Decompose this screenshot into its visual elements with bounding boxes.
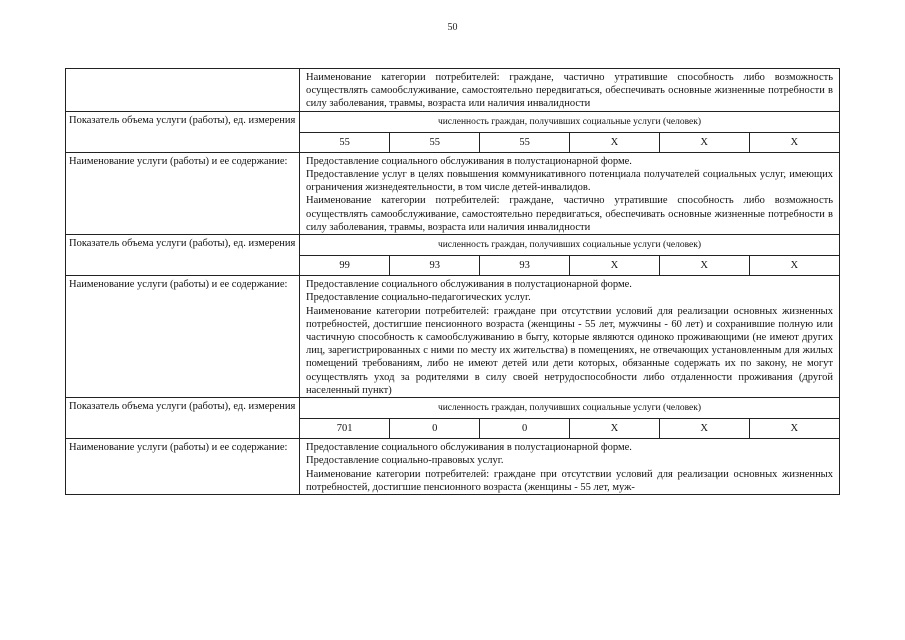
value-cell: X (659, 419, 749, 438)
page-number: 50 (447, 22, 458, 33)
metric-label: численность граждан, получивших социальные услуги (человек) (300, 235, 839, 256)
table-row (66, 235, 840, 276)
row-header: Показатель объема услуги (работы), ед. измерения (66, 111, 300, 152)
value-cell: 701 (300, 419, 390, 438)
value-cell: X (790, 260, 799, 272)
row-header: Наименование услуги (работы) и ее содержание: (66, 439, 300, 495)
description-line: Предоставление социального обслуживания в полустационарной форме. (306, 442, 632, 454)
table-row (66, 152, 840, 234)
table-row (66, 276, 840, 398)
value-cell: X (569, 256, 659, 275)
value-cell: 55 (390, 133, 480, 152)
row-header: Наименование услуги (работы) и ее содержание: (66, 276, 300, 398)
description-line: Наименование категории потребителей: граждане при отсутствии условий для реализации основных жизненных потребностей, достигшие пенсионного возраста (женщины - 55 лет, муж- (306, 468, 833, 493)
value-cell: 0 (390, 419, 480, 438)
description-line: Наименование категории потребителей: граждане, частично утратившие способность либо возможность осуществлять самообслуживание, самостоятельно передвигаться, обеспечивать основные жизненные потребности в силу заболевания, травмы, возраста или наличия инвалидности (306, 72, 833, 110)
metric-cell (300, 398, 840, 439)
description-line: Предоставление социально-правовых услуг. (306, 455, 504, 467)
value-cell: X (659, 133, 749, 152)
value-cell: 0 (480, 419, 570, 438)
description-line: Предоставление социального обслуживания в полустационарной форме. (306, 279, 632, 291)
service-description (300, 276, 840, 398)
value-cell: 55 (300, 133, 390, 152)
metric-values (300, 256, 839, 275)
value-cell: X (569, 419, 659, 438)
row-header (66, 69, 300, 112)
table-row (66, 69, 840, 112)
metric-values (300, 133, 839, 152)
table-row (66, 111, 840, 152)
value-cell: X (659, 256, 749, 275)
service-table (65, 68, 840, 495)
table-row (66, 398, 840, 439)
description-line: Предоставление социально-педагогических услуг. (306, 292, 531, 304)
description-line: Наименование категории потребителей: граждане, частично утратившие способность либо возможность осуществлять самообслуживание, самостоятельно передвигаться, обеспечивать основные жизненные потребности в силу заболевания, травмы, возраста или наличия инвалидности (306, 195, 833, 233)
metric-cell (300, 111, 840, 152)
service-description (300, 152, 840, 234)
value-cell: X (790, 423, 799, 435)
value-cell: X (790, 136, 799, 148)
value-cell: 99 (300, 256, 390, 275)
row-header: Наименование услуги (работы) и ее содержание: (66, 152, 300, 234)
metric-label: численность граждан, получивших социальные услуги (человек) (300, 112, 839, 133)
value-cell: 93 (480, 256, 570, 275)
table-row (66, 439, 840, 495)
value-cell: 55 (480, 133, 570, 152)
row-header: Показатель объема услуги (работы), ед. измерения (66, 398, 300, 439)
description-line: Предоставление услуг в целях повышения коммуникативного потенциала получателей социальных услуг, имеющих ограничения жизнедеятельности, в том числе детей-инвалидов. (306, 169, 833, 194)
description-line: Предоставление социального обслуживания в полустационарной форме. (306, 155, 632, 167)
metric-label: численность граждан, получивших социальные услуги (человек) (300, 398, 839, 419)
metric-values (300, 419, 839, 438)
service-description (300, 69, 840, 112)
row-header: Показатель объема услуги (работы), ед. измерения (66, 235, 300, 276)
value-cell: 93 (390, 256, 480, 275)
metric-cell (300, 235, 840, 276)
service-description (300, 439, 840, 495)
value-cell: X (569, 133, 659, 152)
description-line: Наименование категории потребителей: граждане при отсутствии условий для реализации основных жизненных потребностей, достигшие пенсионного возраста (женщины - 55 лет, мужчины - 60 лет) и сохранившие полную или частичную способность к самообслуживанию в быту, которые являются одиноко проживающими (не имеют других лиц, зарегистрированных с ними по месту их жительства) в помещениях, не отвечающих установленным для жилых помещений требованиям, либо не имеют детей или дети которых, обязанные содержать их по закону, не могут осуществлять уход за родителями в силу своей нетрудоспособности либо отдаленности проживания (другой населенный пункт) (306, 305, 833, 396)
